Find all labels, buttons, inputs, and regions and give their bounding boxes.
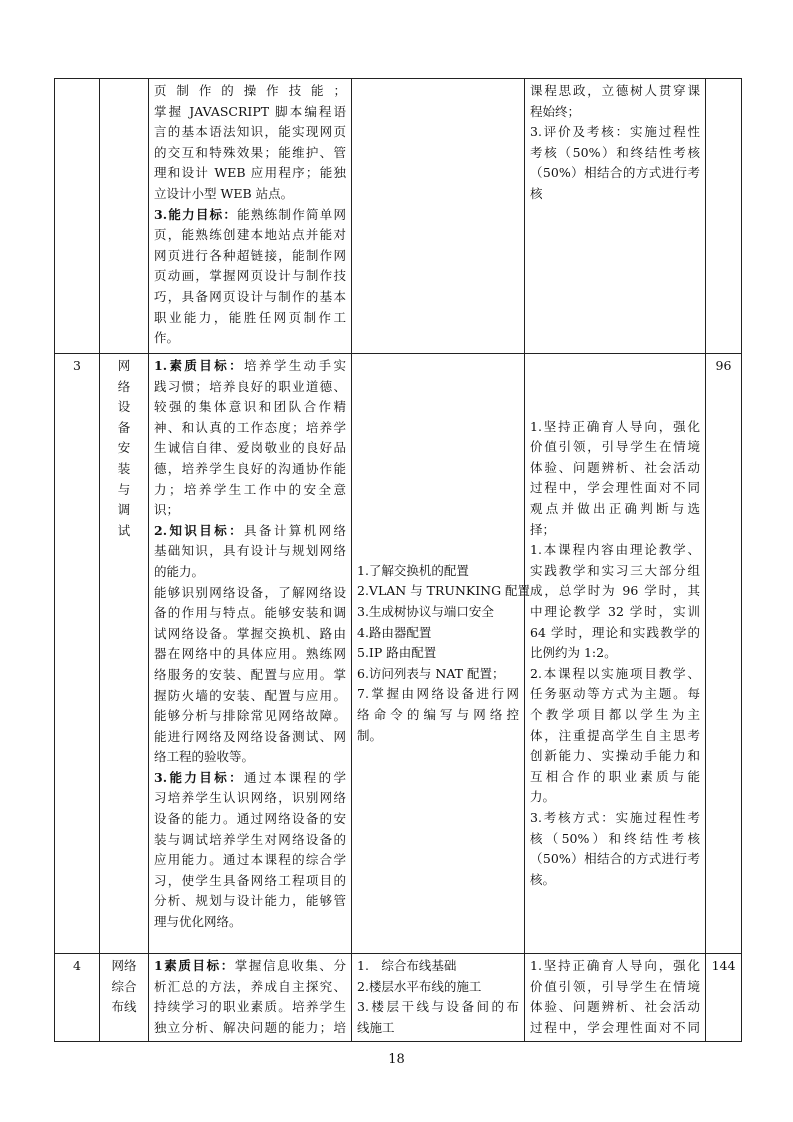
requirements-cell xyxy=(525,354,706,954)
objective-line: 络服务的安装、配置与应用。掌 xyxy=(154,666,346,682)
objective-line: 识； xyxy=(154,502,180,518)
objective-line: 络工程的验收等。 xyxy=(154,749,255,765)
requirement-line: 价值引领，引导学生在情境 xyxy=(530,978,700,994)
requirement-line: 1.本课程内容由理论教学、 xyxy=(530,542,700,558)
content-line: 线施工 xyxy=(357,1019,395,1035)
requirement-line: 体验、问题辨析、社会活动 xyxy=(530,999,700,1015)
course-number: 4 xyxy=(55,954,100,1042)
objective-line: 神、和认真的工作态度；培养学 xyxy=(154,419,346,435)
requirement-line: 课程思政，立德树人贯穿课 xyxy=(530,83,700,98)
requirement-line: （50%）相结合的方式进行考 xyxy=(530,165,700,181)
requirement-line: 观点并做出正确判断与选 xyxy=(530,501,700,517)
requirement-line: 力。 xyxy=(530,789,556,805)
content-line: 4.路由器配置 xyxy=(357,624,432,640)
requirement-line: 1.坚持正确育人导向，强化 xyxy=(530,958,700,973)
quality-heading: 1.素质目标： xyxy=(154,358,245,373)
content-cell xyxy=(352,79,525,354)
quality-objective-line: 1.素质目标：培养学生动手实 xyxy=(154,358,346,373)
objective-line: 言的基本语法知识，能实现网页 xyxy=(154,124,346,140)
objective-line: 应用能力。通过本课程的综合学 xyxy=(154,852,346,868)
objective-line: 理和设计 WEB 应用程序；能独 xyxy=(154,165,346,181)
requirement-line: 过程中，学会理性面对不同 xyxy=(530,1019,700,1035)
requirement-line: 考核（50%）和终结性考核 xyxy=(530,144,700,160)
requirement-line: 过程中，学会理性面对不同 xyxy=(530,480,700,496)
objective-line: 巧，具备网页设计与制作的基本 xyxy=(154,288,346,304)
ability-objective-line: 3.能力目标：通过本课程的学 xyxy=(154,769,346,785)
content-line: 制。 xyxy=(357,727,383,743)
objective-line: 备的作用与特点。能够安装和调 xyxy=(154,605,346,621)
ability-heading: 3.能力目标： xyxy=(154,769,245,785)
objective-line: 析汇总的方法，养成自主探究、 xyxy=(154,978,346,994)
objective-line: 习，使学生具备网络工程项目的 xyxy=(154,872,346,888)
objective-line: 网页进行各种超链接，能制作网 xyxy=(154,247,346,263)
content-cell xyxy=(352,954,525,1042)
content-line: 3.生成树协议与端口安全 xyxy=(357,604,494,620)
requirement-line: 核 xyxy=(530,185,543,201)
content-cell xyxy=(352,354,531,954)
requirement-line: 择； xyxy=(530,521,556,537)
objective-line: 理与优化网络。 xyxy=(154,914,242,930)
objective-line: 持续学习的职业素质。培养学生 xyxy=(154,999,346,1015)
requirement-line: 任务驱动等方式为主题。每 xyxy=(530,686,700,702)
requirement-line: 核（50%）和终结性考核 xyxy=(530,830,700,846)
requirements-cell xyxy=(525,79,706,354)
objective-line: 能进行网络及网络设备测试、网 xyxy=(154,728,346,744)
objective-line: 器在网络中的具体应用。熟练网 xyxy=(154,646,346,662)
content-line: 1.了解交换机的配置 xyxy=(357,562,469,578)
requirement-line: 成，总学时为 96 学时，其 xyxy=(530,583,700,599)
content-line: 2.VLAN 与 TRUNKING 配置 xyxy=(357,583,531,599)
requirement-line: 2.本课程以实施项目教学、 xyxy=(530,665,700,681)
quality-objective-line: 1素质目标：掌握信息收集、分 xyxy=(154,958,346,973)
knowledge-heading: 2.知识目标： xyxy=(154,522,245,538)
course-name xyxy=(100,79,149,354)
requirement-line: 实践教学和实习三大部分组 xyxy=(530,562,700,578)
objective-line: 的能力。 xyxy=(154,563,205,579)
course-hours: 96 xyxy=(706,354,742,954)
curriculum-table xyxy=(54,78,742,1042)
objective-line: 较强的集体意识和团队合作精 xyxy=(154,399,346,415)
requirement-line: 程始终； xyxy=(530,103,581,119)
requirement-line: 个教学项目都以学生为主 xyxy=(530,706,700,722)
objective-line: 装与调试培养学生对网络设备的 xyxy=(154,831,346,847)
course-number: 3 xyxy=(55,354,100,954)
requirement-line: 核。 xyxy=(530,871,556,887)
requirement-line: （50%）相结合的方式进行考 xyxy=(530,851,700,867)
objective-line: 能够识别网络设备，了解网络设 xyxy=(154,584,346,600)
requirement-line: 中理论教学 32 学时，实训 xyxy=(530,604,700,620)
requirement-line: 体，注重提高学生自主思考 xyxy=(530,727,700,743)
course-name: 网 络 设 备 安 装 与 调 试 xyxy=(100,354,149,954)
objectives-cell xyxy=(149,954,352,1042)
table-row xyxy=(55,954,742,1042)
content-line: 6.访问列表与 NAT 配置； xyxy=(357,665,505,681)
requirement-line: 比例约为 1:2。 xyxy=(530,645,617,661)
objective-line: 力；培养学生工作中的安全意 xyxy=(154,481,346,497)
objective-line: 职业能力，能胜任网页制作工 xyxy=(154,309,346,325)
table-row xyxy=(55,79,742,354)
objective-line: 页，能熟练创建本地站点并能对 xyxy=(154,227,346,243)
ability-heading: 3.能力目标： xyxy=(154,206,238,222)
objective-line: 独立分析、解决问题的能力；培 xyxy=(154,1019,346,1035)
requirement-line: 3.评价及考核：实施过程性 xyxy=(530,124,700,140)
objective-line: 德，培养学生良好的沟通协作能 xyxy=(154,460,346,476)
ability-objective-line: 3.能力目标：能熟练制作简单网 xyxy=(154,206,346,222)
objective-line: 掌握 JAVASCRIPT 脚本编程语 xyxy=(154,103,346,119)
objective-line: 页制作的操作技能； xyxy=(154,83,346,98)
objective-line: 分析、规划与设计能力，能够管 xyxy=(154,893,346,909)
objective-line: 立设计小型 WEB 站点。 xyxy=(154,185,294,201)
objective-line: 设备的能力。通过网络设备的安 xyxy=(154,811,346,827)
objective-line: 习培养学生认识网络，识别网络 xyxy=(154,790,346,806)
course-name: 网络 综合 布线 xyxy=(100,954,149,1042)
objective-line: 的交互和特殊效果；能维护、管 xyxy=(154,144,346,160)
requirement-line: 互相合作的职业素质与能 xyxy=(530,768,700,784)
objective-line: 页动画，掌握网页设计与制作技 xyxy=(154,268,346,284)
page-number: 18 xyxy=(388,1052,405,1067)
content-line: 2.楼层水平布线的施工 xyxy=(357,978,482,994)
content-line: 7.掌握由网络设备进行网 xyxy=(357,686,519,702)
content-line: 3.楼层干线与设备间的布 xyxy=(357,999,519,1015)
content-line: 5.IP 路由配置 xyxy=(357,645,437,661)
objective-line: 试网络设备。掌握交换机、路由 xyxy=(154,625,346,641)
requirement-line: 创新能力、实操动手能力和 xyxy=(530,748,700,764)
content-line: 络命令的编写与网络控 xyxy=(357,706,519,722)
objective-line: 能够分析与排除常见网络故障。 xyxy=(154,708,346,724)
objective-line: 握防火墙的安装、配置与应用。 xyxy=(154,687,346,703)
requirement-line: 体验、问题辨析、社会活动 xyxy=(530,459,700,475)
objectives-cell xyxy=(149,79,352,354)
course-hours xyxy=(706,79,742,354)
objectives-cell xyxy=(149,354,352,954)
course-hours: 144 xyxy=(706,954,742,1042)
requirement-line: 1.坚持正确育人导向，强化 xyxy=(530,418,700,434)
requirement-line: 3.考核方式：实施过程性考 xyxy=(530,809,700,825)
quality-heading: 1素质目标： xyxy=(154,958,235,973)
objective-line: 作。 xyxy=(154,330,180,346)
knowledge-objective-line: 2.知识目标：具备计算机网络 xyxy=(154,522,346,538)
requirement-line: 64 学时，理论和实践教学的 xyxy=(530,624,700,640)
table-row xyxy=(55,354,742,954)
objective-line: 践习惯；培养良好的职业道德、 xyxy=(154,378,346,394)
requirement-line: 价值引领，引导学生在情境 xyxy=(530,439,700,455)
objective-line: 基础知识，具有设计与规划网络 xyxy=(154,543,346,559)
course-number xyxy=(55,79,100,354)
objective-line: 生诚信自律、爱岗敬业的良好品 xyxy=(154,440,346,456)
content-line: 1. 综合布线基础 xyxy=(357,958,457,973)
requirements-cell xyxy=(525,954,706,1042)
